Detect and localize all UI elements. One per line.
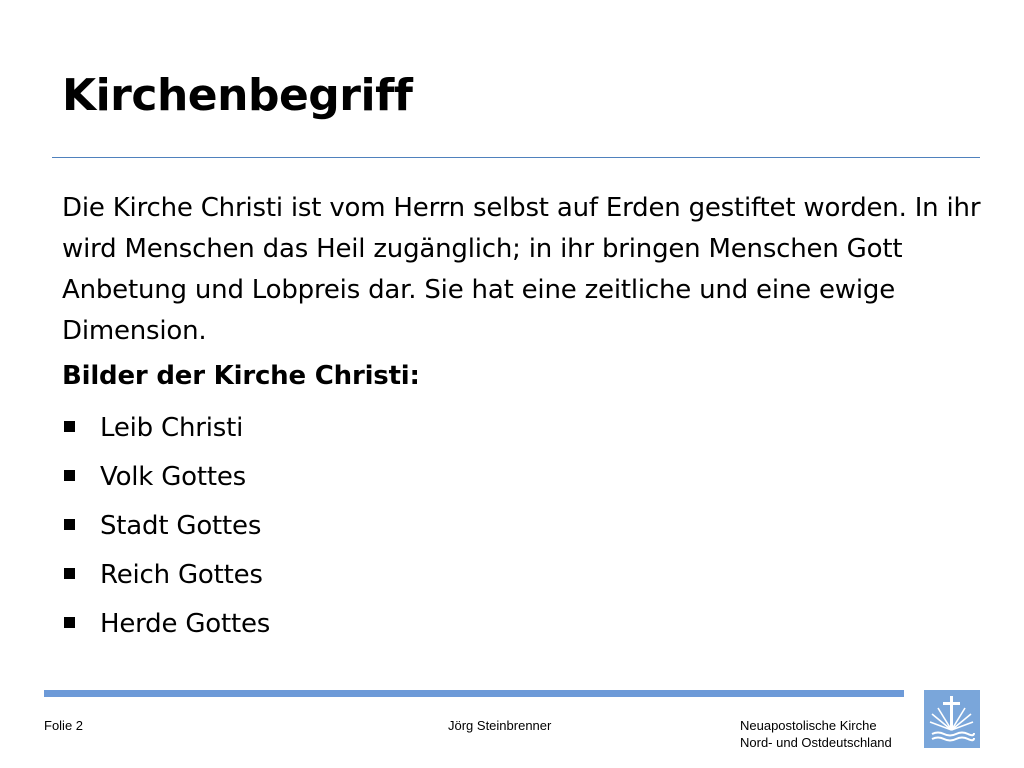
body-paragraph: Die Kirche Christi ist vom Herrn selbst auf Erden gestiftet worden. In ihr wird Menschen das Heil zugänglich; in ihr bringen Menschen Gott Anbetung und Lobpreis dar. Sie hat eine zeitliche und eine ewige Dimension. [62, 193, 981, 346]
bullet-label: Leib Christi [100, 413, 244, 443]
slide-number: Folie 2 [44, 718, 84, 733]
bullet-label: Herde Gottes [100, 609, 271, 639]
slide-body [62, 188, 992, 352]
bullet-label: Stadt Gottes [100, 511, 262, 541]
org-name: Neuapostolische Kirche [740, 718, 877, 733]
square-bullet-icon [64, 519, 75, 530]
square-bullet-icon [64, 568, 75, 579]
section-heading: Bilder der Kirche Christi: [62, 361, 420, 391]
square-bullet-icon [64, 617, 75, 628]
church-logo-icon [924, 690, 980, 748]
footer-author: Jörg Steinbrenner [448, 718, 552, 733]
org-region: Nord- und Ostdeutschland [740, 735, 892, 750]
footer-organization [740, 717, 892, 751]
footer-bar [44, 690, 904, 697]
square-bullet-icon [64, 470, 75, 481]
title-divider [52, 157, 980, 158]
square-bullet-icon [64, 421, 75, 432]
slide-title: Kirchenbegriff [62, 70, 413, 121]
bullet-label: Reich Gottes [100, 560, 263, 590]
bullet-label: Volk Gottes [100, 462, 247, 492]
